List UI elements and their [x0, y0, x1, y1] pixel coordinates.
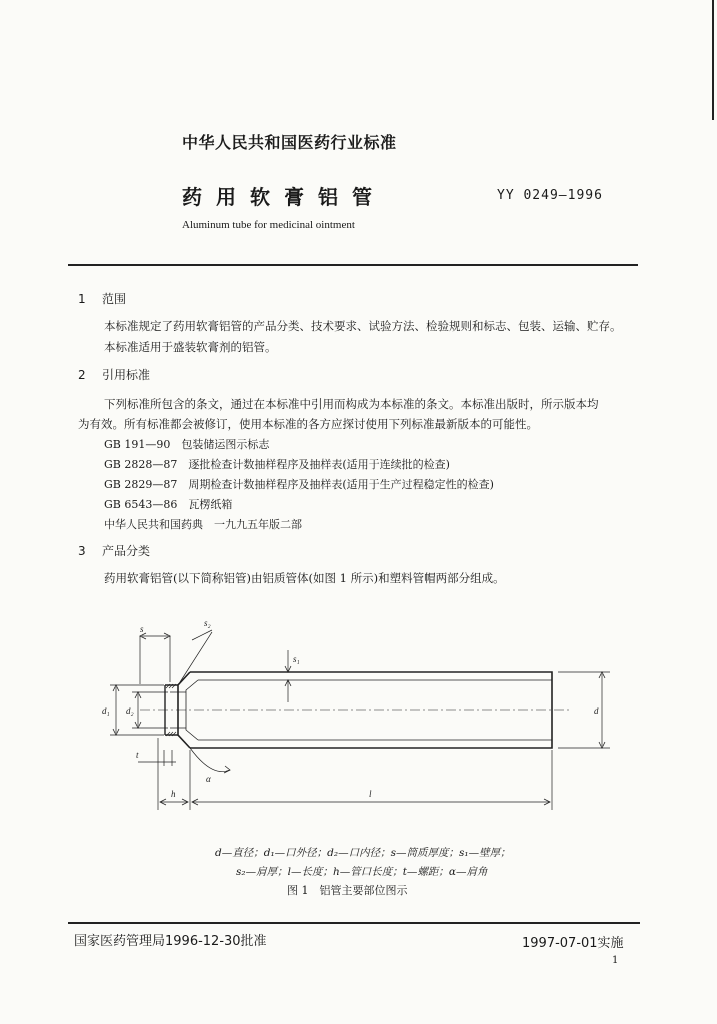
label-alpha: α	[206, 774, 211, 784]
section-3-heading	[78, 542, 150, 559]
footer-divider	[68, 922, 640, 924]
section-1-title: 范围	[102, 292, 127, 306]
figure-legend-line-2: s₂—肩厚；l—长度；h—管口长度；t—螺距；α—肩角	[236, 866, 488, 878]
standard-number: YY 0249—1996	[497, 188, 603, 203]
section-2-number: 2	[78, 368, 86, 382]
scan-edge-mark	[712, 0, 714, 120]
label-h: h	[171, 789, 176, 799]
section-2-intro-1: 下列标准所包含的条文，通过在本标准中引用而构成为本标准的条文。本标准出版时，所示版本均	[104, 397, 599, 411]
section-1-para-1: 本标准规定了药用软膏铝管的产品分类、技术要求、试验方法、检验规则和标志、包装、运输、贮存。	[104, 319, 622, 333]
section-2-intro-2: 为有效。所有标准都会被修订，使用本标准的各方应探讨使用下列标准最新版本的可能性。	[78, 417, 538, 431]
implementation-date: 1997-07-01实施	[522, 936, 624, 951]
section-3-para-1: 药用软膏铝管(以下简称铝管)由铝质管体(如图 1 所示)和塑料管帽两部分组成。	[104, 571, 505, 585]
section-1-para-2: 本标准适用于盛装软膏剂的铝管。	[104, 340, 277, 354]
label-l: l	[369, 789, 372, 799]
english-title: Aluminum tube for medicinal ointment	[182, 219, 355, 231]
reference-item: GB 191—90 包装储运图示标志	[104, 438, 270, 451]
label-d2: d₂	[126, 706, 134, 716]
issuer-title: 中华人民共和国医药行业标准	[182, 133, 397, 152]
figure-legend-line-1: d—直径；d₁—口外径；d₂—口内径；s—筒质厚度；s₁—壁厚；	[215, 847, 511, 859]
section-2-title: 引用标准	[102, 368, 151, 382]
reference-item: GB 2828—87 逐批检查计数抽样程序及抽样表(适用于连续批的检查)	[104, 458, 450, 471]
label-s2: s₂	[204, 618, 211, 628]
label-s: s	[140, 624, 144, 634]
reference-item: GB 2829—87 周期检查计数抽样程序及抽样表(适用于生产过程稳定性的检查)	[104, 478, 494, 491]
reference-item: GB 6543—86 瓦楞纸箱	[104, 498, 233, 511]
section-3-title: 产品分类	[102, 544, 151, 558]
page-number: 1	[612, 955, 619, 966]
reference-item: 中华人民共和国药典 一九九五年版二部	[104, 518, 302, 531]
section-1-number: 1	[78, 292, 86, 306]
section-3-number: 3	[78, 544, 86, 558]
approval-note: 国家医药管理局1996-12-30批准	[74, 934, 267, 949]
label-s1: s₁	[293, 654, 300, 664]
tube-diagram	[80, 610, 640, 830]
label-t: t	[136, 750, 139, 760]
document-title: 药用软膏铝管	[182, 185, 386, 209]
section-1-heading	[78, 290, 126, 307]
section-2-heading	[78, 366, 150, 383]
label-d1: d₁	[102, 706, 110, 716]
figure-caption: 图 1 铝管主要部位图示	[287, 884, 408, 897]
label-d: d	[594, 706, 599, 716]
header-divider	[68, 264, 638, 266]
